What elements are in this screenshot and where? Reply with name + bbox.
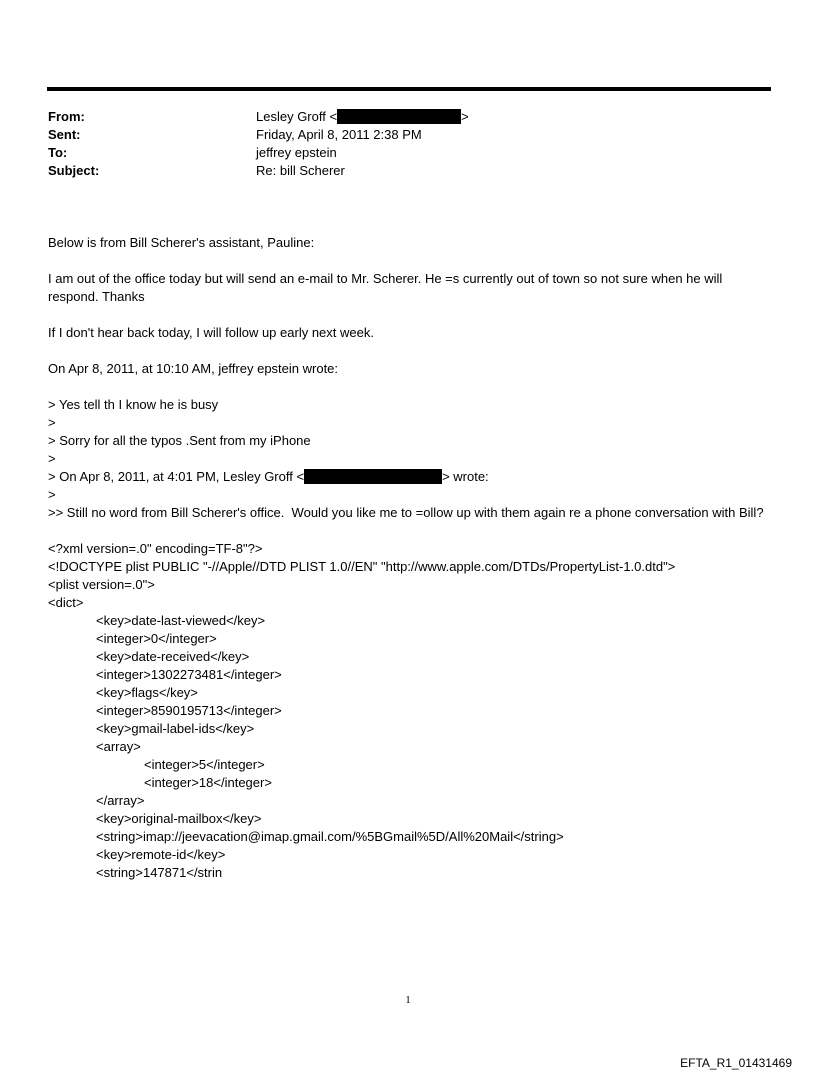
redaction-box: [304, 469, 442, 484]
from-label: From:: [48, 109, 85, 124]
quote-line: [48, 468, 772, 486]
subject-value: Re: bill Scherer: [256, 163, 345, 178]
to-value: jeffrey epstein: [256, 145, 337, 160]
email-body: [48, 234, 772, 882]
xml-line: <array>: [96, 739, 141, 754]
xml-line: <integer>5</integer>: [144, 757, 265, 772]
xml-line: <string>imap://jeevacation@imap.gmail.com/%5BGmail%5D/All%20Mail</string>: [96, 829, 564, 844]
email-header: [48, 108, 768, 180]
from-value: [256, 108, 768, 126]
xml-line: <integer>0</integer>: [96, 631, 217, 646]
quote-line: >> Still no word from Bill Scherer's office. Would you like me to =ollow up with them again re a phone conversation with Bill?: [48, 505, 764, 520]
xml-line: </array>: [96, 793, 145, 808]
from-name: Lesley Groff <: [256, 109, 338, 124]
sent-row: [48, 126, 768, 144]
xml-line: <!DOCTYPE plist PUBLIC "-//Apple//DTD PLIST 1.0//EN" "http://www.apple.com/DTDs/PropertyList-1.0.dtd">: [48, 559, 676, 574]
body-paragraph: On Apr 8, 2011, at 10:10 AM, jeffrey epstein wrote:: [48, 361, 339, 376]
xml-line: <key>date-received</key>: [96, 649, 250, 664]
xml-line: <integer>8590195713</integer>: [96, 703, 282, 718]
xml-line: <integer>18</integer>: [144, 775, 272, 790]
page-number: 1: [405, 994, 411, 1006]
document-id: EFTA_R1_01431469: [680, 1056, 792, 1070]
xml-line: <key>original-mailbox</key>: [96, 811, 262, 826]
subject-label: Subject:: [48, 163, 100, 178]
sent-value: Friday, April 8, 2011 2:38 PM: [256, 127, 422, 142]
from-row: [48, 108, 768, 126]
xml-line: <string>147871</strin: [96, 865, 223, 880]
xml-line: <?xml version=.0" encoding=TF-8"?>: [48, 541, 263, 556]
quote-attribution: > On Apr 8, 2011, at 4:01 PM, Lesley Groff <: [48, 469, 305, 484]
sent-label: Sent:: [48, 127, 81, 142]
xml-line: <plist version=.0">: [48, 577, 155, 592]
xml-line: <key>flags</key>: [96, 685, 198, 700]
to-row: [48, 144, 768, 162]
xml-metadata: [48, 540, 772, 882]
quote-line: > Sorry for all the typos .Sent from my iPhone: [48, 433, 311, 448]
quote-attribution-end: > wrote:: [442, 469, 489, 484]
body-paragraph: If I don't hear back today, I will follow up early next week.: [48, 325, 374, 340]
header-rule: [47, 87, 771, 91]
xml-line: <key>gmail-label-ids</key>: [96, 721, 255, 736]
quoted-message: [48, 396, 772, 522]
redaction-box: [337, 109, 461, 124]
quote-line: >: [48, 487, 56, 502]
xml-line: <dict>: [48, 595, 84, 610]
from-close: >: [461, 109, 469, 124]
to-label: To:: [48, 145, 68, 160]
xml-line: <key>date-last-viewed</key>: [96, 613, 266, 628]
body-paragraph: Below is from Bill Scherer's assistant, Pauline:: [48, 235, 315, 250]
xml-line: <key>remote-id</key>: [96, 847, 226, 862]
xml-line: <integer>1302273481</integer>: [96, 667, 282, 682]
quote-line: >: [48, 415, 56, 430]
subject-row: [48, 162, 768, 180]
quote-line: >: [48, 451, 56, 466]
body-paragraph: I am out of the office today but will send an e-mail to Mr. Scherer. He =s currently out of town so not sure when he will respond. Thanks: [48, 271, 723, 304]
quote-line: > Yes tell th I know he is busy: [48, 397, 219, 412]
